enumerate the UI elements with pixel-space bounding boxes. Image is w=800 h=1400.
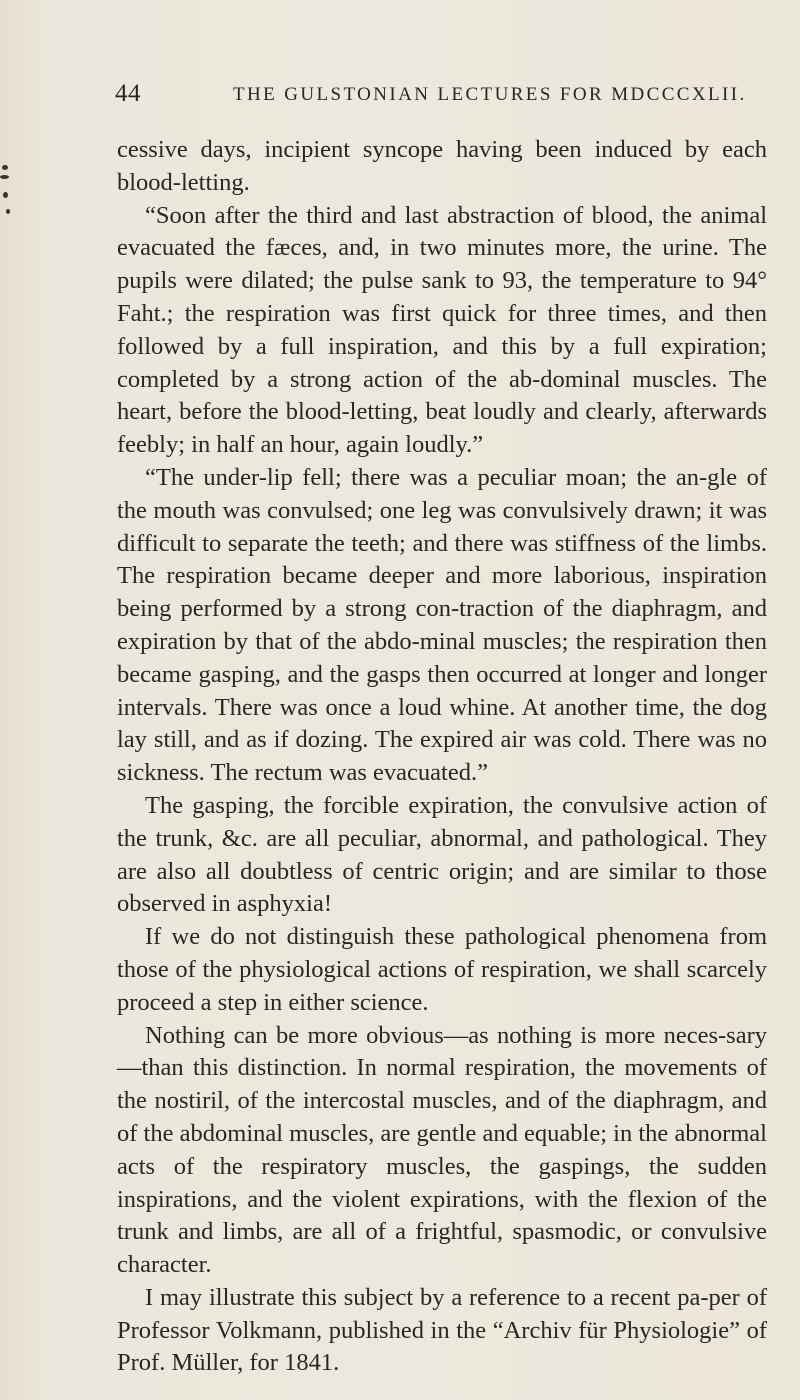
page-number: 44 — [115, 80, 141, 107]
body-text — [117, 134, 767, 1380]
paragraph-volkmann: I may illustrate this subject by a reference to a recent pa-per of Professor Volkmann, published in the “Archiv für Physiologie” of Prof. Müller, for 1841. — [117, 1283, 767, 1377]
paragraph-gasping: The gasping, the forcible expiration, the convulsive action of the trunk, &c. are all peculiar, abnormal, and pathological. They are also all doubtless of centric origin; and are similar to those observed in asphyxia! — [117, 791, 767, 918]
paragraph-nothing-obvious: Nothing can be more obvious—as nothing is more neces-sary—than this distinction. In normal respiration, the movements of the nostiril, of the intercostal muscles, and of the diaphragm, and of the abdominal muscles, are gentle and equable; in the abnormal acts of the respiratory muscles, the gaspings, the sudden inspirations, and the violent expirations, with the flexion of the trunk and limbs, are all of a frightful, spasmodic, or convulsive character. — [117, 1021, 767, 1279]
paragraph-quote-soon-after: “Soon after the third and last abstraction of blood, the animal evacuated the fæces, and, in two minutes more, the urine. The pupils were dilated; the pulse sank to 93, the temperature to 94° Faht.; the respiration was first quick for three times, and then followed by a full inspiration, and this by a full expiration; completed by a strong action of the ab-dominal muscles. The heart, before the blood-letting, beat loudly and clearly, afterwards feebly; in half an hour, again loudly.” — [117, 201, 767, 459]
page-header — [115, 80, 765, 114]
paragraph-distinguish: If we do not distinguish these pathological phenomena from those of the physiological actions of respiration, we shall scarcely proceed a step in either science. — [117, 923, 767, 1016]
paragraph-quote-under-lip: “The under-lip fell; there was a peculiar moan; the an-gle of the mouth was convulsed; one leg was convulsively drawn; it was difficult to separate the teeth; and there was stiffness of the limbs. The respiration became deeper and more laborious, inspiration being performed by a strong con-traction of the diaphragm, and expiration by that of the abdo-minal muscles; the respiration then became gasping, and the gasps then occurred at longer and longer intervals. There was once a loud whine. At another time, the dog lay still, and as if dozing. The expired air was cold. There was no sickness. The rectum was evacuated.” — [117, 463, 767, 787]
paragraph-continuation: cessive days, incipient syncope having been induced by each blood-letting. — [117, 136, 767, 196]
margin-ink-marks — [0, 165, 14, 225]
running-head: THE GULSTONIAN LECTURES FOR MDCCCXLII. — [233, 84, 747, 105]
